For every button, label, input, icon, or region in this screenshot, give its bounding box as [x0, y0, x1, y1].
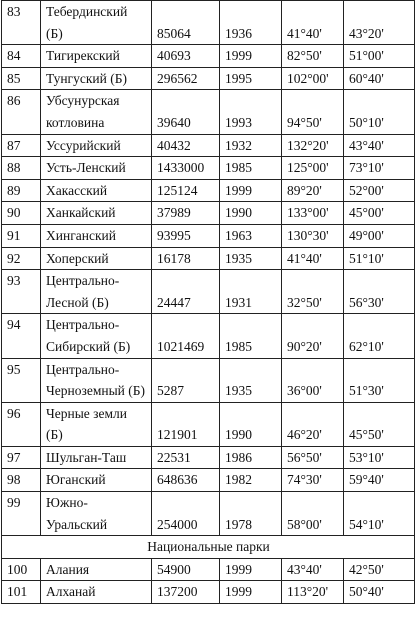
year-value: 1990 — [220, 402, 282, 446]
table-row — [2, 90, 415, 134]
area-value: 1021469 — [152, 314, 220, 358]
longitude-value: 41°40' — [282, 1, 344, 45]
section-title: Национальные парки — [2, 536, 415, 559]
longitude-value: 41°40' — [282, 247, 344, 270]
longitude-value: 113°20' — [282, 581, 344, 604]
row-number: 96 — [2, 402, 41, 446]
area-value: 54900 — [152, 558, 220, 581]
year-value: 1995 — [220, 67, 282, 90]
table-row — [2, 402, 415, 446]
longitude-value: 130°30' — [282, 224, 344, 247]
row-number: 92 — [2, 247, 41, 270]
area-value: 93995 — [152, 224, 220, 247]
table-row — [2, 224, 415, 247]
year-value: 1935 — [220, 358, 282, 402]
latitude-value: 51°30' — [344, 358, 415, 402]
reserves-rows — [2, 1, 415, 536]
latitude-value: 50°10' — [344, 90, 415, 134]
reserve-name: Южно- Уральский — [41, 492, 152, 536]
table-row — [2, 179, 415, 202]
longitude-value: 125°00' — [282, 157, 344, 180]
longitude-value: 58°00' — [282, 492, 344, 536]
reserve-name: Шульган-Таш — [41, 446, 152, 469]
year-value: 1985 — [220, 157, 282, 180]
table-row — [2, 45, 415, 68]
row-number: 90 — [2, 202, 41, 225]
reserve-name: Хинганский — [41, 224, 152, 247]
year-value: 1982 — [220, 469, 282, 492]
table-row — [2, 492, 415, 536]
reserve-name: Алханай — [41, 581, 152, 604]
reserve-name: Черные земли (Б) — [41, 402, 152, 446]
reserve-name: Юганский — [41, 469, 152, 492]
row-number: 99 — [2, 492, 41, 536]
reserve-name: Центрально- Лесной (Б) — [41, 270, 152, 314]
reserves-table — [1, 0, 415, 604]
row-number: 89 — [2, 179, 41, 202]
table-row — [2, 247, 415, 270]
longitude-value: 56°50' — [282, 446, 344, 469]
reserve-name: Хоперский — [41, 247, 152, 270]
table-row — [2, 581, 415, 604]
longitude-value: 43°40' — [282, 558, 344, 581]
area-value: 648636 — [152, 469, 220, 492]
row-number: 88 — [2, 157, 41, 180]
longitude-value: 132°20' — [282, 134, 344, 157]
reserve-name: Усть-Ленский — [41, 157, 152, 180]
year-value: 1990 — [220, 202, 282, 225]
parks-rows — [2, 558, 415, 603]
longitude-value: 90°20' — [282, 314, 344, 358]
reserve-name: Ханкайский — [41, 202, 152, 225]
row-number: 85 — [2, 67, 41, 90]
area-value: 16178 — [152, 247, 220, 270]
table-row — [2, 558, 415, 581]
area-value: 1433000 — [152, 157, 220, 180]
reserve-name: Убсунурская котловина — [41, 90, 152, 134]
longitude-value: 74°30' — [282, 469, 344, 492]
year-value: 1932 — [220, 134, 282, 157]
row-number: 83 — [2, 1, 41, 45]
table-row — [2, 202, 415, 225]
latitude-value: 42°50' — [344, 558, 415, 581]
latitude-value: 53°10' — [344, 446, 415, 469]
latitude-value: 54°10' — [344, 492, 415, 536]
table-row — [2, 270, 415, 314]
row-number: 91 — [2, 224, 41, 247]
reserve-name: Тигирекский — [41, 45, 152, 68]
latitude-value: 60°40' — [344, 67, 415, 90]
table-row — [2, 67, 415, 90]
table-row — [2, 358, 415, 402]
year-value: 1999 — [220, 558, 282, 581]
year-value: 1999 — [220, 45, 282, 68]
area-value: 296562 — [152, 67, 220, 90]
year-value: 1993 — [220, 90, 282, 134]
area-value: 40693 — [152, 45, 220, 68]
year-value: 1999 — [220, 581, 282, 604]
latitude-value: 45°00' — [344, 202, 415, 225]
section-header — [2, 536, 415, 559]
table-row — [2, 134, 415, 157]
longitude-value: 46°20' — [282, 402, 344, 446]
area-value: 39640 — [152, 90, 220, 134]
latitude-value: 51°10' — [344, 247, 415, 270]
table-row — [2, 157, 415, 180]
latitude-value: 59°40' — [344, 469, 415, 492]
latitude-value: 43°20' — [344, 1, 415, 45]
area-value: 40432 — [152, 134, 220, 157]
row-number: 98 — [2, 469, 41, 492]
latitude-value: 52°00' — [344, 179, 415, 202]
row-number: 86 — [2, 90, 41, 134]
row-number: 97 — [2, 446, 41, 469]
area-value: 24447 — [152, 270, 220, 314]
longitude-value: 89°20' — [282, 179, 344, 202]
longitude-value: 94°50' — [282, 90, 344, 134]
table-row — [2, 314, 415, 358]
latitude-value: 62°10' — [344, 314, 415, 358]
row-number: 101 — [2, 581, 41, 604]
reserve-name: Хакасский — [41, 179, 152, 202]
row-number: 84 — [2, 45, 41, 68]
area-value: 125124 — [152, 179, 220, 202]
longitude-value: 36°00' — [282, 358, 344, 402]
row-number: 94 — [2, 314, 41, 358]
reserve-name: Уссурийский — [41, 134, 152, 157]
reserve-name: Тебердинский (Б) — [41, 1, 152, 45]
row-number: 100 — [2, 558, 41, 581]
year-value: 1986 — [220, 446, 282, 469]
year-value: 1985 — [220, 314, 282, 358]
latitude-value: 50°40' — [344, 581, 415, 604]
row-number: 87 — [2, 134, 41, 157]
area-value: 5287 — [152, 358, 220, 402]
latitude-value: 73°10' — [344, 157, 415, 180]
table-row — [2, 469, 415, 492]
longitude-value: 102°00' — [282, 67, 344, 90]
longitude-value: 32°50' — [282, 270, 344, 314]
latitude-value: 49°00' — [344, 224, 415, 247]
reserve-name: Алания — [41, 558, 152, 581]
reserve-name: Центрально- Сибирский (Б) — [41, 314, 152, 358]
latitude-value: 43°40' — [344, 134, 415, 157]
table-row — [2, 1, 415, 45]
area-value: 22531 — [152, 446, 220, 469]
year-value: 1978 — [220, 492, 282, 536]
table-row — [2, 446, 415, 469]
reserve-name: Тунгуский (Б) — [41, 67, 152, 90]
latitude-value: 51°00' — [344, 45, 415, 68]
year-value: 1936 — [220, 1, 282, 45]
year-value: 1999 — [220, 179, 282, 202]
area-value: 37989 — [152, 202, 220, 225]
longitude-value: 82°50' — [282, 45, 344, 68]
longitude-value: 133°00' — [282, 202, 344, 225]
area-value: 121901 — [152, 402, 220, 446]
row-number: 93 — [2, 270, 41, 314]
row-number: 95 — [2, 358, 41, 402]
latitude-value: 45°50' — [344, 402, 415, 446]
year-value: 1935 — [220, 247, 282, 270]
year-value: 1931 — [220, 270, 282, 314]
year-value: 1963 — [220, 224, 282, 247]
latitude-value: 56°30' — [344, 270, 415, 314]
area-value: 85064 — [152, 1, 220, 45]
area-value: 137200 — [152, 581, 220, 604]
area-value: 254000 — [152, 492, 220, 536]
reserve-name: Центрально- Черноземный (Б) — [41, 358, 152, 402]
